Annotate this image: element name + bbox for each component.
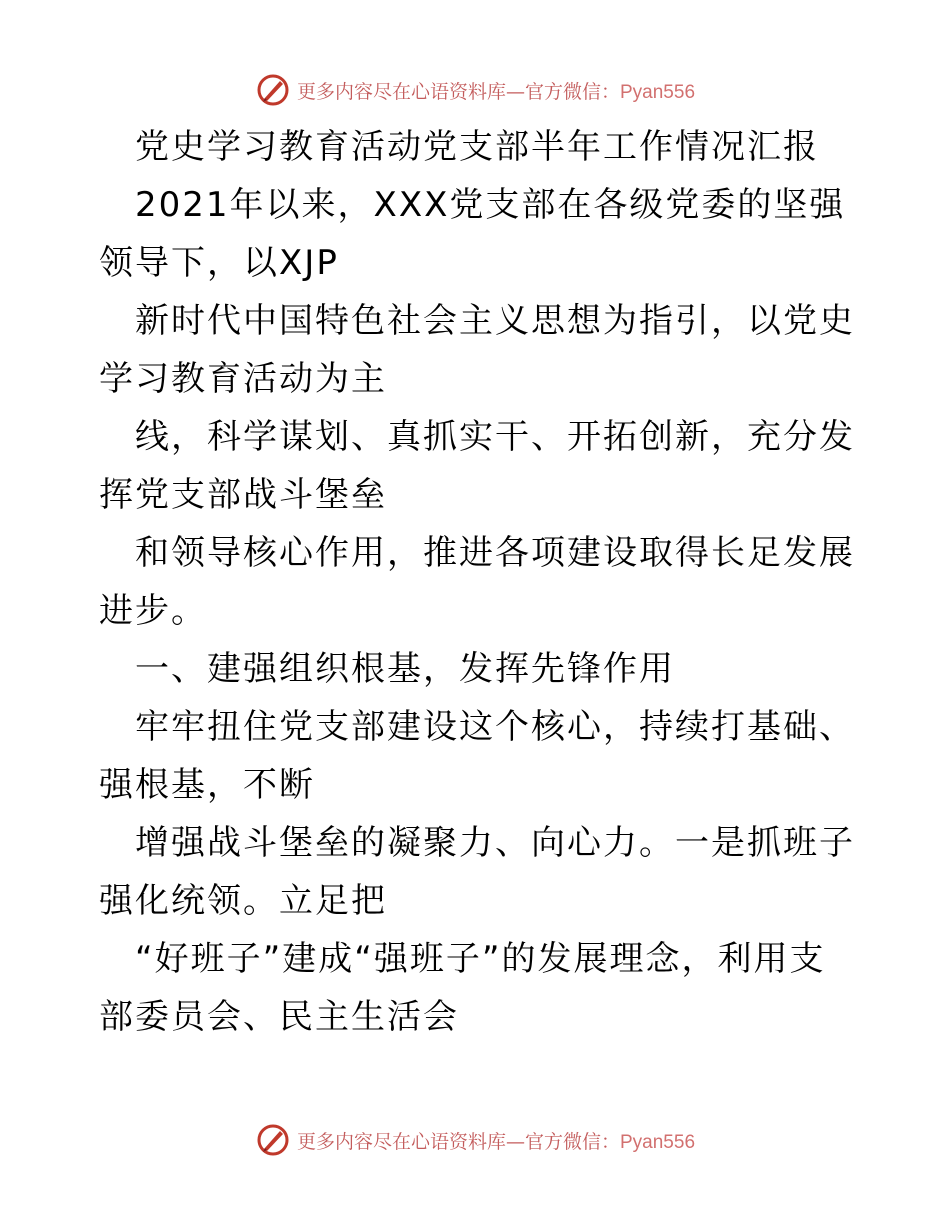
paragraph-line: 新时代中国特色社会主义思想为指引，以党史学习教育活动为主 <box>99 301 855 399</box>
section-heading: 一、建强组织根基，发挥先锋作用 <box>135 649 675 689</box>
paragraph-line: 2021年以来，XXX党支部在各级党委的坚强领导下，以XJP <box>99 185 846 283</box>
watermark-text: 更多内容尽在心语资料库—官方微信： <box>296 80 620 103</box>
watermark-id: Pyan556 <box>620 1131 696 1153</box>
watermark-header <box>0 70 950 110</box>
watermark-text: 更多内容尽在心语资料库—官方微信： <box>296 1130 620 1153</box>
document-body <box>99 118 859 1046</box>
paragraph-line: “好班子”建成“强班子”的发展理念，利用支部委员会、民主生活会 <box>99 939 826 1037</box>
document-title: 党史学习教育活动党支部半年工作情况汇报 <box>135 127 819 167</box>
watermark-footer <box>0 1120 950 1160</box>
pen-circle-logo-icon <box>255 72 291 108</box>
pen-circle-logo-icon <box>255 1122 291 1158</box>
paragraph-line: 牢牢扭住党支部建设这个核心，持续打基础、强根基，不断 <box>99 707 855 805</box>
paragraph-line: 线，科学谋划、真抓实干、开拓创新，充分发挥党支部战斗堡垒 <box>99 417 855 515</box>
paragraph-line: 和领导核心作用，推进各项建设取得长足发展进步。 <box>99 533 855 631</box>
watermark-id: Pyan556 <box>620 81 696 103</box>
paragraph-line: 增强战斗堡垒的凝聚力、向心力。一是抓班子强化统领。立足把 <box>99 823 855 921</box>
